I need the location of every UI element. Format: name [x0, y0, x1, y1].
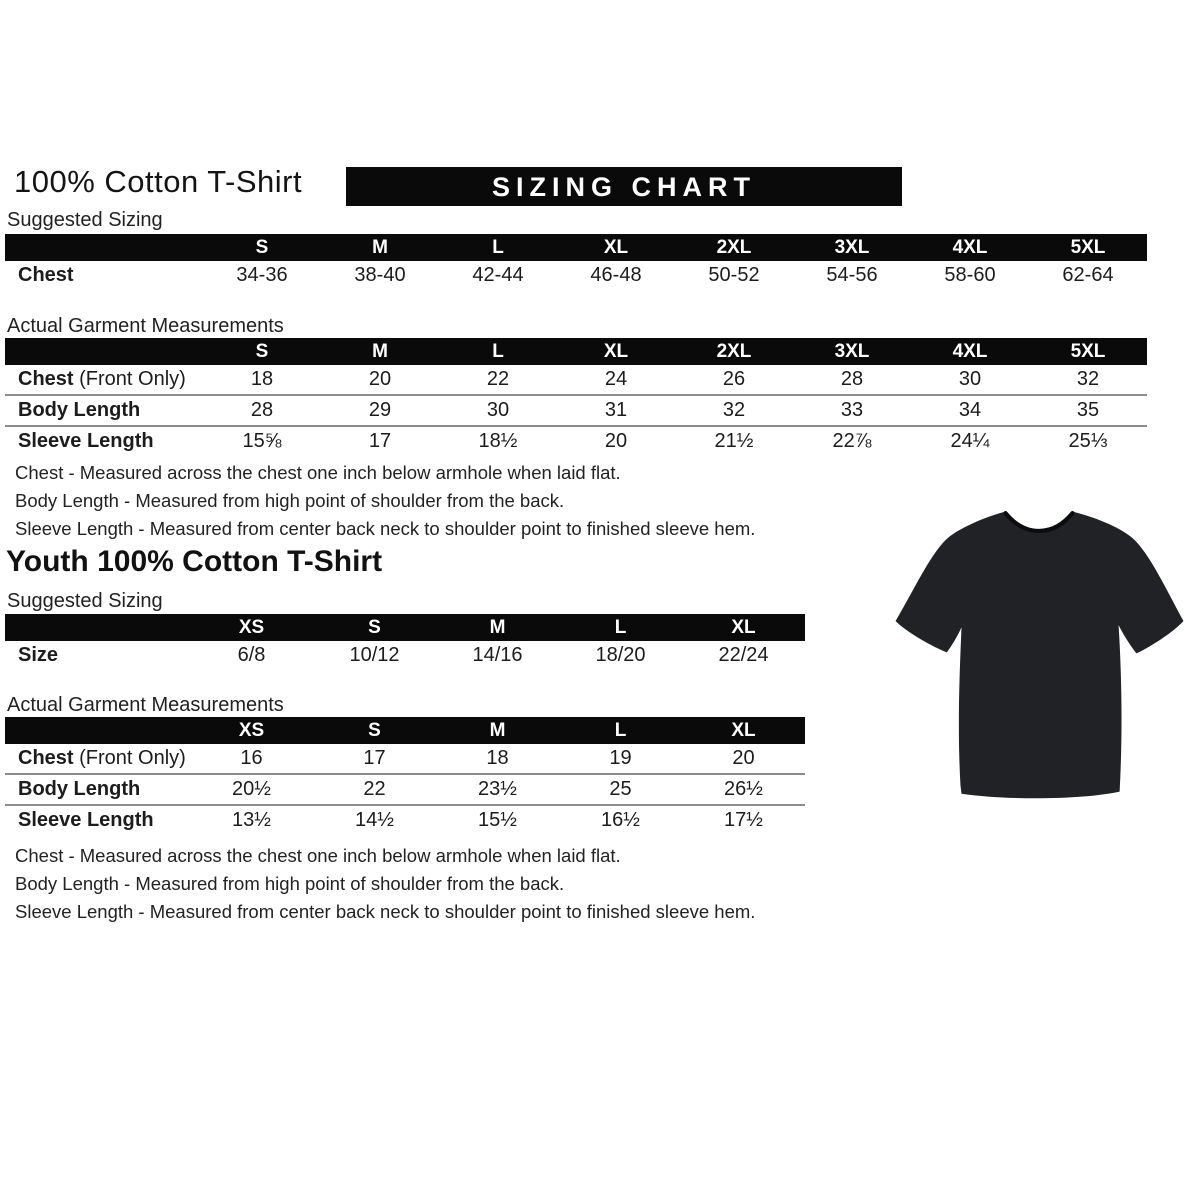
size-column-header: S [313, 717, 436, 744]
size-header-row [5, 614, 805, 641]
sizing-table [5, 234, 1147, 290]
youth-actual-measurements-label: Actual Garment Measurements [7, 694, 284, 716]
measurement-value: 14½ [313, 805, 436, 835]
measurement-value: 17 [363, 747, 386, 769]
size-column-header: 5XL [1029, 338, 1147, 365]
note-line: Sleeve Length - Measured from center back neck to shoulder point to finished sleeve hem. [15, 901, 756, 922]
measurement-value: 15⅝ [203, 426, 321, 456]
measurement-value: 20 [557, 426, 675, 456]
size-column-header: 4XL [911, 338, 1029, 365]
youth-suggested-sizing-label: Suggested Sizing [7, 590, 163, 612]
measurement-value: 18/20 [595, 644, 646, 666]
measurement-value: 28 [203, 395, 321, 426]
note-line: Chest - Measured across the chest one inch below armhole when laid flat. [15, 462, 621, 483]
measurement-value: 16 [240, 747, 263, 769]
youth-product-title: Youth 100% Cotton T-Shirt [6, 545, 383, 578]
measurement-row [5, 426, 1147, 456]
adult-suggested-sizing-label: Suggested Sizing [7, 209, 163, 231]
adult-actual-measurements-table [5, 338, 1147, 456]
sizing-table [5, 614, 805, 670]
measurement-row [5, 774, 805, 805]
measurement-value: 22⅞ [793, 426, 911, 456]
measurement-row [5, 805, 805, 835]
youth-actual-measurements-table [5, 717, 805, 835]
measurement-value: 25⅓ [1029, 426, 1147, 456]
row-label: Sleeve Length [5, 805, 190, 835]
note-line: Chest - Measured across the chest one inch below armhole when laid flat. [15, 845, 621, 866]
row-label: Chest (Front Only) [18, 747, 186, 769]
row-label: Sleeve Length [5, 426, 203, 456]
size-header-row [5, 338, 1147, 365]
youth-measurement-notes [15, 842, 755, 926]
measurement-value: 17 [321, 426, 439, 456]
size-column-header: 2XL [675, 338, 793, 365]
measurement-value: 29 [321, 395, 439, 426]
header-spacer-cell [5, 717, 190, 744]
note-line: Body Length - Measured from high point of shoulder from the back. [15, 490, 565, 511]
header-spacer-cell [5, 234, 203, 261]
measurement-value: 54-56 [826, 264, 878, 286]
size-column-header: L [559, 614, 682, 641]
row-label: Body Length [5, 774, 190, 805]
measurement-value: 62-64 [1062, 264, 1114, 286]
adult-measurement-notes [15, 459, 755, 543]
row-label: Chest (Front Only) [18, 368, 186, 390]
size-column-header: 2XL [675, 234, 793, 261]
measurement-value: 32 [1076, 368, 1100, 390]
measurement-value: 19 [609, 747, 632, 769]
measurement-value: 23½ [436, 774, 559, 805]
header-spacer-cell [5, 614, 190, 641]
size-column-header: L [559, 717, 682, 744]
size-column-header: M [321, 338, 439, 365]
measurement-value: 13½ [190, 805, 313, 835]
measurement-value: 20½ [190, 774, 313, 805]
adult-product-title: 100% Cotton T-Shirt [14, 164, 303, 199]
measurement-row [5, 395, 1147, 426]
tshirt-body-shape [896, 512, 1184, 798]
youth-suggested-sizing-table [5, 614, 805, 670]
size-column-header: S [203, 338, 321, 365]
size-column-header: S [313, 614, 436, 641]
tshirt-image [880, 466, 1198, 822]
measurement-value: 22/24 [718, 644, 769, 666]
measurement-row [5, 261, 1147, 290]
adult-suggested-sizing-table [5, 234, 1147, 290]
measurement-value: 30 [439, 395, 557, 426]
size-column-header: XL [557, 338, 675, 365]
size-column-header: L [439, 338, 557, 365]
note-line: Sleeve Length - Measured from center back neck to shoulder point to finished sleeve hem. [15, 518, 756, 539]
measurement-value: 15½ [436, 805, 559, 835]
measurement-value: 22 [486, 368, 510, 390]
measurement-value: 34 [911, 395, 1029, 426]
sizing-chart-banner: SIZING CHART [346, 167, 902, 206]
size-column-header: 5XL [1029, 234, 1147, 261]
size-column-header: 4XL [911, 234, 1029, 261]
measurement-value: 58-60 [944, 264, 996, 286]
measurement-value: 20 [732, 747, 755, 769]
size-column-header: L [439, 234, 557, 261]
row-label: Body Length [5, 395, 203, 426]
size-column-header: XS [190, 717, 313, 744]
measurement-value: 42-44 [472, 264, 524, 286]
measurement-value: 50-52 [708, 264, 760, 286]
measurement-row [5, 744, 805, 774]
size-header-row [5, 234, 1147, 261]
measurement-row [5, 365, 1147, 395]
size-header-row [5, 717, 805, 744]
size-column-header: M [436, 614, 559, 641]
measurement-value: 24 [604, 368, 628, 390]
measurement-value: 30 [958, 368, 982, 390]
measurement-value: 20 [368, 368, 392, 390]
size-column-header: 3XL [793, 338, 911, 365]
measurement-value: 38-40 [354, 264, 406, 286]
measurement-value: 46-48 [590, 264, 642, 286]
measurement-value: 25 [559, 774, 682, 805]
measurement-value: 33 [793, 395, 911, 426]
measurement-value: 24¼ [911, 426, 1029, 456]
measurement-value: 26 [722, 368, 746, 390]
size-column-header: S [203, 234, 321, 261]
measurement-value: 34-36 [236, 264, 288, 286]
sizing-table [5, 338, 1147, 456]
measurement-value: 32 [675, 395, 793, 426]
size-column-header: 3XL [793, 234, 911, 261]
measurement-value: 10/12 [349, 644, 400, 666]
adult-actual-measurements-label: Actual Garment Measurements [7, 315, 284, 337]
measurement-value: 17½ [682, 805, 805, 835]
measurement-value: 28 [840, 368, 864, 390]
measurement-value: 26½ [682, 774, 805, 805]
measurement-value: 14/16 [472, 644, 523, 666]
size-column-header: XL [557, 234, 675, 261]
row-label: Size [18, 644, 59, 666]
measurement-value: 18 [250, 368, 274, 390]
measurement-value: 16½ [559, 805, 682, 835]
size-column-header: XL [682, 614, 805, 641]
measurement-value: 6/8 [237, 644, 266, 666]
measurement-value: 35 [1029, 395, 1147, 426]
measurement-value: 18½ [439, 426, 557, 456]
size-column-header: XL [682, 717, 805, 744]
sizing-table [5, 717, 805, 835]
measurement-value: 18 [486, 747, 509, 769]
size-column-header: XS [190, 614, 313, 641]
header-spacer-cell [5, 338, 203, 365]
measurement-value: 22 [313, 774, 436, 805]
measurement-value: 21½ [675, 426, 793, 456]
measurement-value: 31 [557, 395, 675, 426]
row-label: Chest [18, 264, 74, 286]
size-column-header: M [436, 717, 559, 744]
size-column-header: M [321, 234, 439, 261]
note-line: Body Length - Measured from high point of shoulder from the back. [15, 873, 565, 894]
measurement-row [5, 641, 805, 670]
